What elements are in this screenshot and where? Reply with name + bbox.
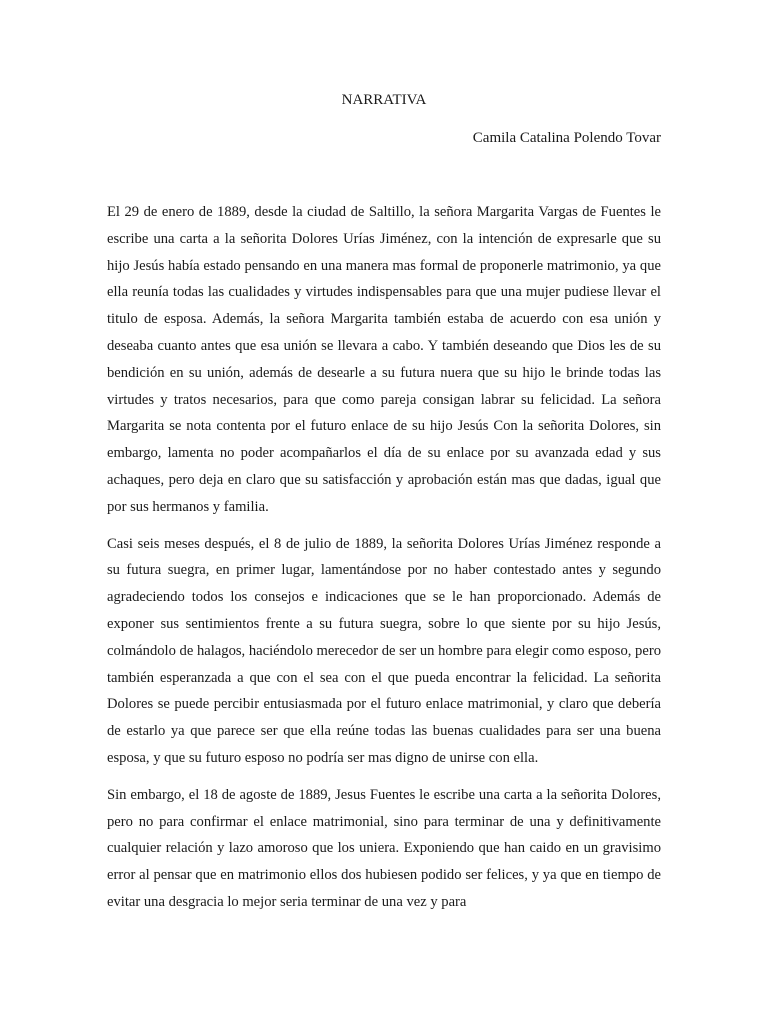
paragraph: El 29 de enero de 1889, desde la ciudad de Saltillo, la señora Margarita Vargas de Fuentes le escribe una carta a la señorita Dolores Urías Jiménez, con la intención de expresarle que su hijo Jesús había estado pensando en una manera mas formal de proponerle matrimonio, ya que ella reunía todas las cualidades y virtudes indispensables para que una mujer pudiese llevar el titulo de esposa. Además, la señora Margarita también estaba de acuerdo con esa unión y deseaba cuanto antes que esa unión se llevara a cabo. Y también deseando que Dios les de su bendición en su unión, además de desearle a su futura nuera que su hijo le brinde todas las virtudes y tratos necesarios, para que como pareja consigan labrar su felicidad. La señora Margarita se nota contenta por el futuro enlace de su hijo Jesús Con la señorita Dolores, sin embargo, lamenta no poder acompañarlos el día de su enlace por su avanzada edad y sus achaques, pero deja en claro que su satisfacción y aprobación están mas que dadas, igual que por sus hermanos y familia. [107,204,661,515]
paragraph: Casi seis meses después, el 8 de julio de 1889, la señorita Dolores Urías Jiménez responde a su futura suegra, en primer lugar, lamentándose por no haber contestado antes y segundo agradeciendo todos los consejos e indicaciones que se le han proporcionado. Además de exponer sus sentimientos frente a su futura suegra, sobre lo que siente por su hijo Jesús, colmándolo de halagos, haciéndolo merecedor de ser un hombre para elegir como esposo, pero también esperanzada a que con el sea con el que pueda encontrar la felicidad. La señorita Dolores se puede percibir entusiasmada por el futuro enlace matrimonial, y claro que debería de estarlo ya que parece ser que ella reúne todas las buenas cualidades para ser una buena esposa, y que su futuro esposo no podría ser mas digno de unirse con ella. [107,535,661,766]
author-name: Camila Catalina Polendo Tovar [472,130,661,146]
paragraph: Sin embargo, el 18 de agoste de 1889, Jesus Fuentes le escribe una carta a la señorita Dolores, pero no para confirmar el enlace matrimonial, sino para terminar de una y definitivamente cualquier relación y lazo amoroso que los uniera. Exponiendo que han caido en un gravisimo error al pensar que en matrimonio ellos dos hubiesen podido ser felices, y ya que en tiempo de evitar una desgracia lo mejor seria terminar de una vez y para [107,786,661,910]
document-body [107,199,661,926]
document-title: NARRATIVA [341,92,427,108]
